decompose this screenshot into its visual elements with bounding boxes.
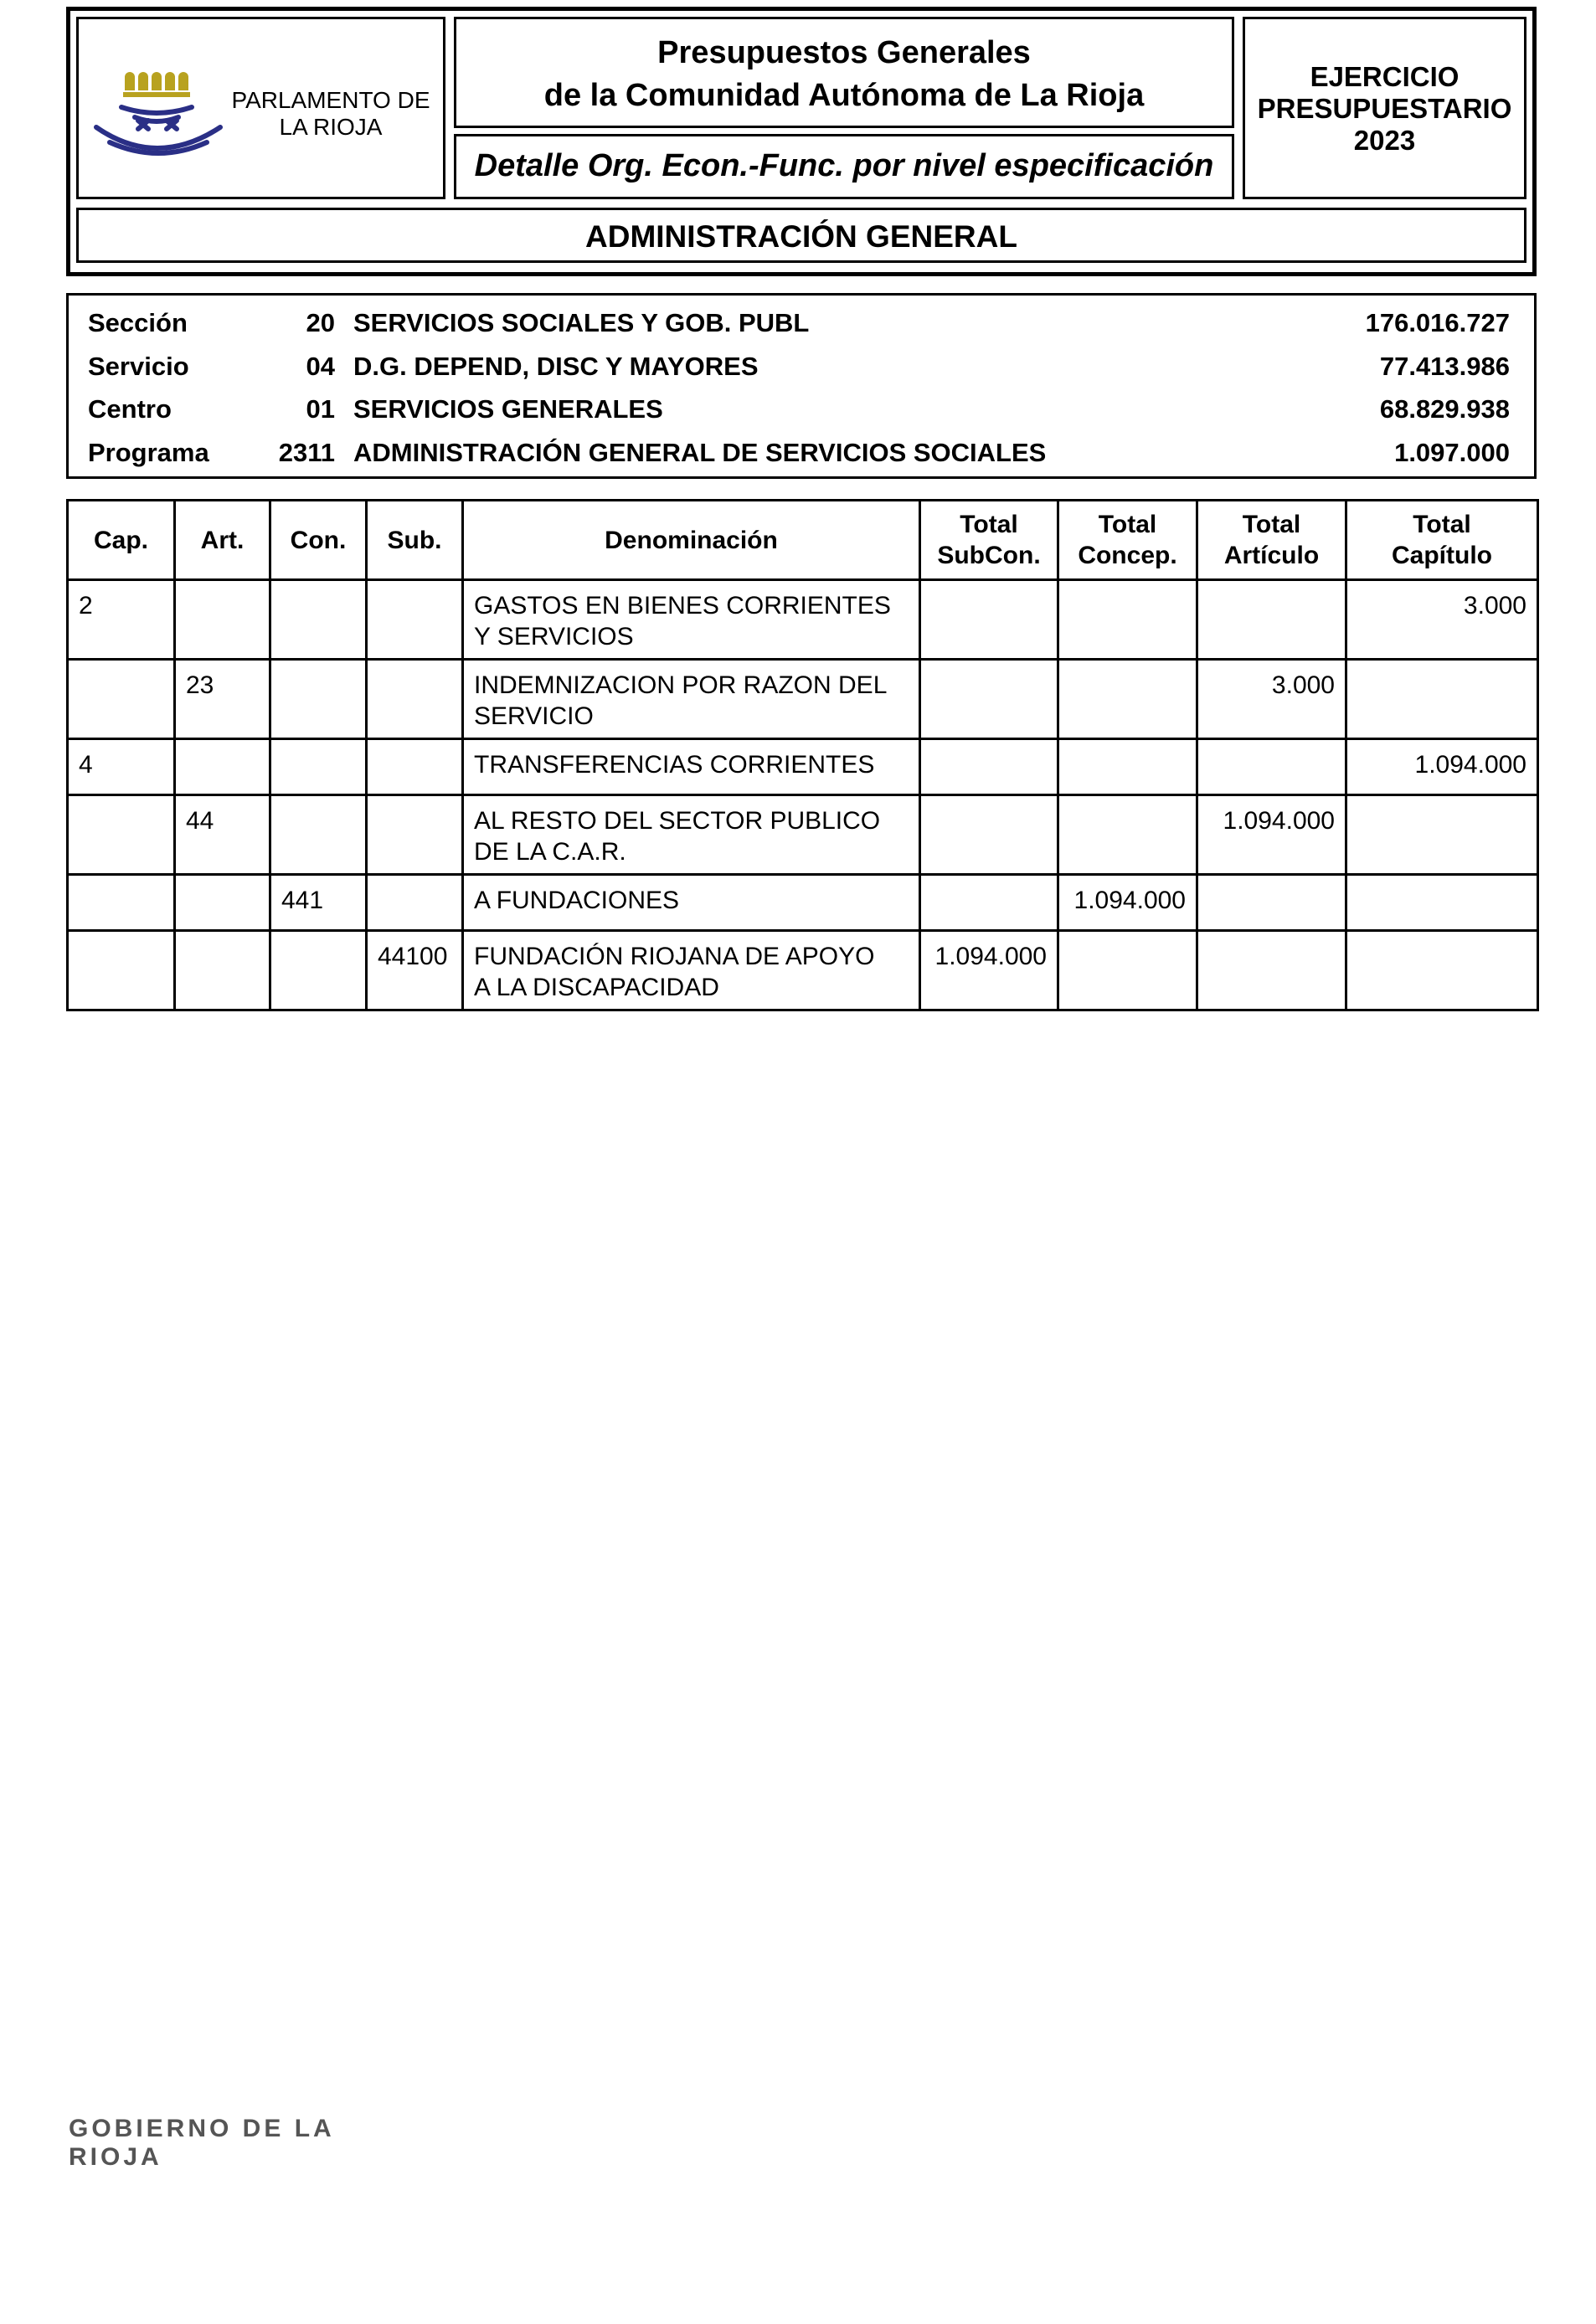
cell-text: [1198, 740, 1345, 749]
cell-text: [921, 876, 1057, 885]
cell-art: [175, 875, 270, 931]
header-line: Total: [1242, 511, 1301, 538]
cell-subcon: [920, 931, 1058, 1010]
cell-text: [368, 876, 461, 885]
den-line2: DE LA C.A.R.: [474, 838, 626, 866]
ejercicio-line1: EJERCICIO: [1310, 61, 1460, 92]
info-code: 20: [306, 308, 335, 337]
col-header-total-subcon: [920, 501, 1058, 580]
col-header-art: Art.: [175, 501, 270, 580]
cell-articulo: [1197, 795, 1346, 875]
info-row-servicio: [0, 352, 1596, 388]
header-line: Total: [960, 511, 1018, 538]
cell-concep: [1058, 875, 1197, 931]
info-amount: 176.016.727: [1365, 308, 1510, 337]
cell-denominacion: [463, 875, 920, 931]
cell-art: [175, 739, 270, 795]
cell-denominacion: [463, 580, 920, 660]
cell-text: [1059, 932, 1196, 941]
table-row: [68, 739, 1538, 795]
cell-cap: [68, 580, 175, 660]
ejercicio-year: 2023: [1353, 125, 1416, 156]
cell-subcon: [920, 660, 1058, 739]
cell-sub: [367, 795, 463, 875]
cell-text: [69, 932, 173, 941]
cell-text: 1.094.000: [1414, 751, 1526, 779]
info-row-seccion: [0, 308, 1596, 345]
info-code: 2311: [278, 438, 335, 467]
info-name: SERVICIOS GENERALES: [353, 394, 663, 424]
cell-text: [271, 581, 365, 590]
cell-text: [176, 932, 269, 941]
col-header-sub: Sub.: [367, 501, 463, 580]
info-label: Programa: [88, 438, 209, 467]
document-title: [454, 32, 1234, 117]
cell-text: 1.094.000: [934, 943, 1047, 970]
info-name: SERVICIOS SOCIALES Y GOB. PUBL: [353, 308, 810, 337]
cell-capitulo: [1346, 739, 1538, 795]
cell-text: [921, 740, 1057, 749]
cell-text: [368, 581, 461, 590]
title-line1: Presupuestos Generales: [657, 35, 1031, 70]
info-amount: 68.829.938: [1379, 394, 1510, 424]
den-line1: FUNDACIÓN RIOJANA DE APOYO: [474, 943, 875, 970]
logo-caption-line1: PARLAMENTO DE: [231, 87, 430, 113]
cell-text: 1.094.000: [1223, 807, 1335, 835]
cell-text: 441: [281, 887, 324, 914]
info-amount: 77.413.986: [1379, 352, 1510, 381]
cell-capitulo: [1346, 931, 1538, 1010]
table-row: [68, 660, 1538, 739]
cell-sub: [367, 580, 463, 660]
cell-text: [1347, 796, 1537, 805]
cell-subcon: [920, 795, 1058, 875]
cell-art: [175, 660, 270, 739]
cell-con: [270, 875, 367, 931]
cell-text: [1059, 796, 1196, 805]
cell-capitulo: [1346, 580, 1538, 660]
cell-cap: [68, 660, 175, 739]
cell-concep: [1058, 931, 1197, 1010]
info-label: Centro: [88, 394, 172, 424]
den-line1: TRANSFERENCIAS CORRIENTES: [474, 751, 875, 779]
cell-text: [368, 796, 461, 805]
den-line1: INDEMNIZACION POR RAZON DEL: [474, 671, 888, 699]
cell-denominacion: [463, 931, 920, 1010]
info-name: ADMINISTRACIÓN GENERAL DE SERVICIOS SOCIALES: [353, 438, 1047, 467]
cell-text: [271, 740, 365, 749]
logo-crown-icon: [123, 72, 190, 97]
cell-text: [1347, 876, 1537, 885]
den-line1: GASTOS EN BIENES CORRIENTES: [474, 592, 891, 620]
cell-denominacion: [463, 795, 920, 875]
den-line1: AL RESTO DEL SECTOR PUBLICO: [474, 807, 881, 835]
parlamento-logo: [88, 69, 229, 162]
cell-denominacion: [463, 739, 920, 795]
cell-capitulo: [1346, 875, 1538, 931]
table-row: [68, 795, 1538, 875]
cell-text: [69, 876, 173, 885]
header-line: Artículo: [1223, 542, 1320, 569]
den-line2: SERVICIO: [474, 702, 594, 730]
cell-text: [1198, 932, 1345, 941]
header-line: Total: [1413, 511, 1471, 538]
cell-articulo: [1197, 660, 1346, 739]
col-header-con: Con.: [270, 501, 367, 580]
col-header-denominacion: Denominación: [463, 501, 920, 580]
cell-con: [270, 739, 367, 795]
cell-sub: [367, 931, 463, 1010]
cell-text: 23: [186, 671, 214, 699]
title-line2: de la Comunidad Autónoma de La Rioja: [543, 78, 1145, 113]
cell-con: [270, 580, 367, 660]
document-subtitle: Detalle Org. Econ.-Func. por nivel especificación: [474, 148, 1214, 183]
budget-table: [66, 499, 1539, 1011]
col-header-total-articulo: [1197, 501, 1346, 580]
den-line2: Y SERVICIOS: [474, 623, 634, 650]
cell-cap: [68, 739, 175, 795]
info-row-programa: [0, 438, 1596, 475]
cell-text: [271, 661, 365, 670]
cell-concep: [1058, 739, 1197, 795]
cell-cap: [68, 875, 175, 931]
cell-text: [921, 581, 1057, 590]
cell-text: 3.000: [1463, 592, 1526, 620]
header-line: Total: [1098, 511, 1157, 538]
table-header-row: [68, 501, 1538, 580]
cell-articulo: [1197, 580, 1346, 660]
cell-text: [271, 932, 365, 941]
footer-cut-text: [69, 2115, 420, 2171]
cell-articulo: [1197, 931, 1346, 1010]
cell-capitulo: [1346, 795, 1538, 875]
cell-concep: [1058, 660, 1197, 739]
cell-articulo: [1197, 875, 1346, 931]
cell-con: [270, 660, 367, 739]
cell-text: [368, 661, 461, 670]
cell-text: [176, 876, 269, 885]
cell-con: [270, 795, 367, 875]
section-title: ADMINISTRACIÓN GENERAL: [585, 219, 1017, 254]
info-label: Servicio: [88, 352, 189, 381]
cell-cap: [68, 795, 175, 875]
cell-text: [1198, 581, 1345, 590]
cell-articulo: [1197, 739, 1346, 795]
col-header-total-concep: [1058, 501, 1197, 580]
ejercicio-label: [1243, 61, 1526, 157]
cell-art: [175, 931, 270, 1010]
cell-concep: [1058, 795, 1197, 875]
cell-text: [271, 796, 365, 805]
logo-caption: [226, 87, 435, 141]
cell-text: [176, 740, 269, 749]
cell-text: 4: [79, 751, 93, 779]
info-code: 04: [306, 352, 335, 381]
cell-text: 1.094.000: [1073, 887, 1186, 914]
cell-art: [175, 795, 270, 875]
cell-sub: [367, 739, 463, 795]
cell-text: [1059, 581, 1196, 590]
col-header-cap: Cap.: [68, 501, 175, 580]
header-line: Concep.: [1078, 542, 1177, 569]
cell-text: [176, 581, 269, 590]
cell-sub: [367, 875, 463, 931]
cell-text: [1347, 932, 1537, 941]
ejercicio-line2: PRESUPUESTARIO: [1257, 93, 1512, 124]
den-line2: A LA DISCAPACIDAD: [474, 974, 719, 1001]
cell-sub: [367, 660, 463, 739]
cell-con: [270, 931, 367, 1010]
cell-text: [1059, 740, 1196, 749]
cell-text: [69, 796, 173, 805]
cell-subcon: [920, 580, 1058, 660]
cell-text: [1347, 661, 1537, 670]
cell-art: [175, 580, 270, 660]
info-name: D.G. DEPEND, DISC Y MAYORES: [353, 352, 759, 381]
footer-ghost-text: GOBIERNO DE LA RIOJA: [69, 2115, 334, 2171]
info-code: 01: [306, 394, 335, 424]
cell-text: [1059, 661, 1196, 670]
cell-capitulo: [1346, 660, 1538, 739]
logo-waves-icon: [96, 107, 220, 153]
cell-text: [921, 796, 1057, 805]
cell-subcon: [920, 739, 1058, 795]
table-row: [68, 580, 1538, 660]
cell-cap: [68, 931, 175, 1010]
cell-text: [69, 661, 173, 670]
cell-text: 2: [79, 592, 93, 620]
info-amount: 1.097.000: [1394, 438, 1510, 467]
header-line: Capítulo: [1392, 542, 1492, 569]
header-line: SubCon.: [937, 542, 1041, 569]
logo-caption-line2: LA RIOJA: [279, 114, 383, 140]
cell-text: 44100: [378, 943, 448, 970]
cell-text: [921, 661, 1057, 670]
table-row: [68, 875, 1538, 931]
table-row: [68, 931, 1538, 1010]
cell-text: 3.000: [1271, 671, 1335, 699]
cell-text: 44: [186, 807, 214, 835]
info-label: Sección: [88, 308, 188, 337]
col-header-total-capitulo: [1346, 501, 1538, 580]
cell-subcon: [920, 875, 1058, 931]
cell-denominacion: [463, 660, 920, 739]
info-row-centro: [0, 394, 1596, 431]
den-line1: A FUNDACIONES: [474, 887, 680, 914]
cell-text: [1198, 876, 1345, 885]
cell-concep: [1058, 580, 1197, 660]
cell-text: [368, 740, 461, 749]
